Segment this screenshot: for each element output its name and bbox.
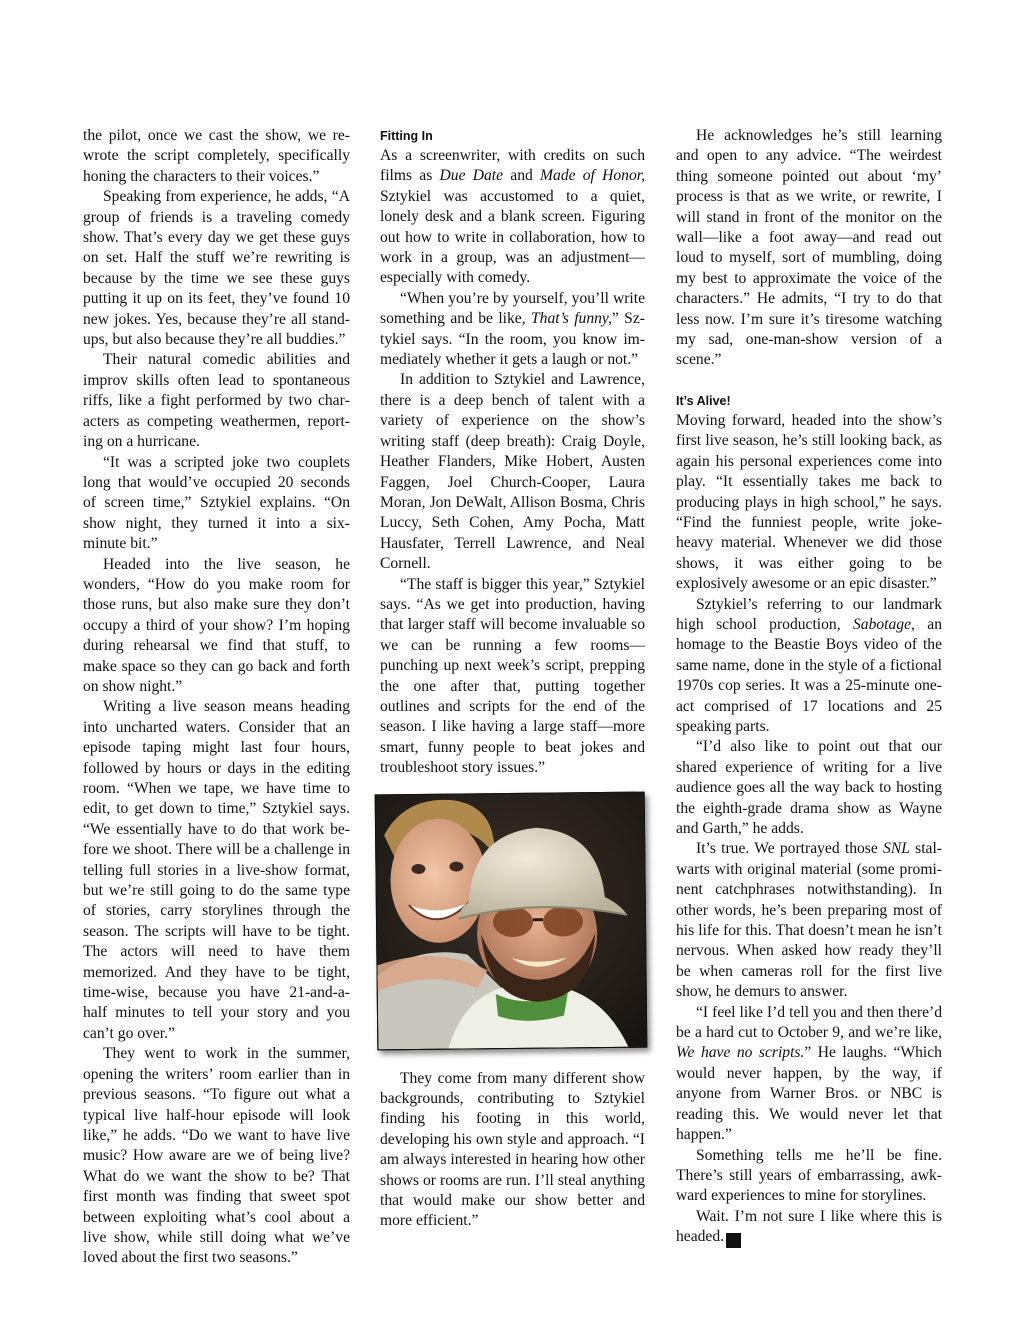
film-title: Made of Honor, <box>540 167 646 185</box>
show-title: SNL <box>883 840 910 858</box>
italic-quote: We have no scripts. <box>676 1044 805 1062</box>
body-paragraph: As a screenwriter, with credits on such films as Due Date and Made of Honor, Sztykiel was accustomed to a quiet, lonely desk and a blank screen. Figuring out how to write in collaboration, how to work in a group, was an adjustment—especially with comedy. <box>380 147 646 287</box>
italic-quote: That’s funny, <box>530 310 612 328</box>
body-paragraph: They come from many different show backgrounds, contributing to Sztykiel finding his footing in this world, developing his own style and approach. “I am always interested in hearing how other shows or rooms are run. I’ll steal anything that would make our show better and more efficient.” <box>380 1069 645 1230</box>
body-paragraph: Something tells me he’ll be fine. There’s still years of embarrassing, awkward experiences to mine for storylines. <box>676 1146 942 1205</box>
photo-two-friends <box>375 791 648 1050</box>
body-paragraph: He acknowledges he’s still learning and open to any advice. “The weirdest thing someone pointed out about ‘my’ process is that as we write, or rewrite, I will stand in front of the monitor on the wall—like a foot away—and read out loud to myself, sort of mumbling, doing my best to approximate the voice of the characters.” He admits, “I try to do that less now. I’m sure it’s tiresome watching my sad, one-man-show version of a scene.” <box>676 127 942 369</box>
body-paragraph: Writing a live season means heading into uncharted waters. Consider that an episode taping might last four hours, followed by hours or days in the editing room. “When we tape, we have time to edit, to get down to time,” Sztykiel says. “We essentially have to do that work before we shoot. There will be a challenge in telling full stories in a live-show format, but we’re still going to do the same type of stories, carry storylines through the season. The scripts will have to be tight. The actors will need to have them memorized. And they have to be tight, time-wise, because you have 21-and-a-half minutes to tell your story and you can’t go over.” <box>83 698 350 1042</box>
body-paragraph: They went to work in the summer, opening the writers’ room earlier than in previous seasons. “To figure out what a typical live half-hour episode will look like,” he adds. “Do we want to have live music? How aware are we of being live? What do we want the show to be? That first month was finding that sweet spot between exploiting what’s cool about a live show, while still doing what we’ve loved about the first two seasons.” <box>83 1045 350 1267</box>
body-paragraph: “It was a scripted joke two couplets long that would’ve occupied 20 seconds of screen time,” Sztykiel explains. “On show night, they turned it into a six-minute bit.” <box>83 453 350 553</box>
article-column-2 <box>380 126 645 1232</box>
body-paragraph: Their natural comedic abilities and improv skills often lead to spontaneous riffs, like a fight performed by two characters as competing weathermen, reporting on a hurricane. <box>83 351 350 451</box>
article-column-1 <box>83 126 350 1269</box>
wb-end-mark-icon: WB <box>726 1233 741 1248</box>
photo-frame <box>372 787 654 1055</box>
body-paragraph: Sztykiel’s referring to our landmark high school production, Sabotage, an homage to the Beastie Boys video of the same name, done in the style of a fictional 1970s cop series. It was a 25-minute one-act comprised of 17 locations and 25 speaking parts. <box>676 595 942 735</box>
section-heading-fitting-in: Fitting In <box>380 129 433 143</box>
body-paragraph: Speaking from experience, he adds, “A group of friends is a traveling comedy show. That’s every day we get these guys on set. Half the stuff we’re rewriting is because by the time we see these guys putting it up on its feet, they’ve found 10 new jokes. Yes, because they’re all stand-ups, but also because they’re all buddies.” <box>83 188 350 349</box>
body-paragraph: Moving forward, headed into the show’s first live season, he’s still looking back, as again his personal experiences come into play. “It essentially takes me back to producing plays in high school,” he says. “Find the funniest people, write joke-heavy material. Whenever we did those shows, it was either going to be explosively awesome or an epic disaster.” <box>676 411 942 593</box>
photo-illustration <box>376 792 647 1049</box>
body-paragraph: “I feel like I’d tell you and then there’d be a hard cut to October 9, and we’re like, We have no scripts.” He laughs. “Which would never happen, by the way, if anyone from Warner Bros. or NBC is reading this. We would never let that happen.” <box>676 1003 942 1144</box>
body-paragraph: It’s true. We portrayed those SNL stalwarts with original material (some prominent catchphrases notwithstanding). In other words, he’s been preparing most of his life for this. That doesn’t mean he isn’t nervous. When asked how ready they’ll be when cameras roll for the first live show, he demurs to answer. <box>676 840 942 1001</box>
body-paragraph: “The staff is bigger this year,” Sztykiel says. “As we get into production, having that larger staff will become invaluable so we can be running a few rooms—punching up next week’s script, prepping the one after that, putting together outlines and scripts for the end of the season. I like having a large staff—more smart, funny people to beat jokes and troubleshoot story issues.” <box>380 575 645 777</box>
body-paragraph: “I’d also like to point out that our shared experience of writing for a live audience goes all the way back to hosting the eighth-grade drama show as Wayne and Garth,” he adds. <box>676 738 942 837</box>
body-paragraph: Headed into the live season, he wonders, “How do you make room for those runs, but also make sure they don’t occupy a third of your show? I’m hoping during rehearsal we find that stuff, to make space so they can go back and forth on show night.” <box>83 555 350 695</box>
production-title: Sabotage, <box>852 615 915 633</box>
body-paragraph: “When you’re by yourself, you’ll write something and be like, That’s funny,” Sztykiel says. “In the room, you know immediately whether it gets a laugh or not.” <box>380 289 645 369</box>
body-paragraph: In addition to Sztykiel and Lawrence, there is a deep bench of talent with a variety of experience on the show’s writing staff (deep breath): Craig Doyle, Heather Flanders, Mike Hobert, Austen Faggen, Joel Church-Cooper, Laura Moran, Jon DeWalt, Allison Bosma, Chris Luccy, Seth Cohen, Amy Pocha, Matt Hausfater, Terrell Lawrence, and Neal Cornell. <box>380 371 645 573</box>
body-paragraph: the pilot, once we cast the show, we rewrote the script completely, specifically honing the characters to their voices.” <box>83 127 350 185</box>
article-column-3 <box>676 126 942 1248</box>
film-title: Due Date <box>439 167 504 185</box>
body-paragraph: Wait. I’m not sure I like where this is headed. WB <box>676 1207 942 1248</box>
section-heading-its-alive: It’s Alive! <box>676 393 731 408</box>
